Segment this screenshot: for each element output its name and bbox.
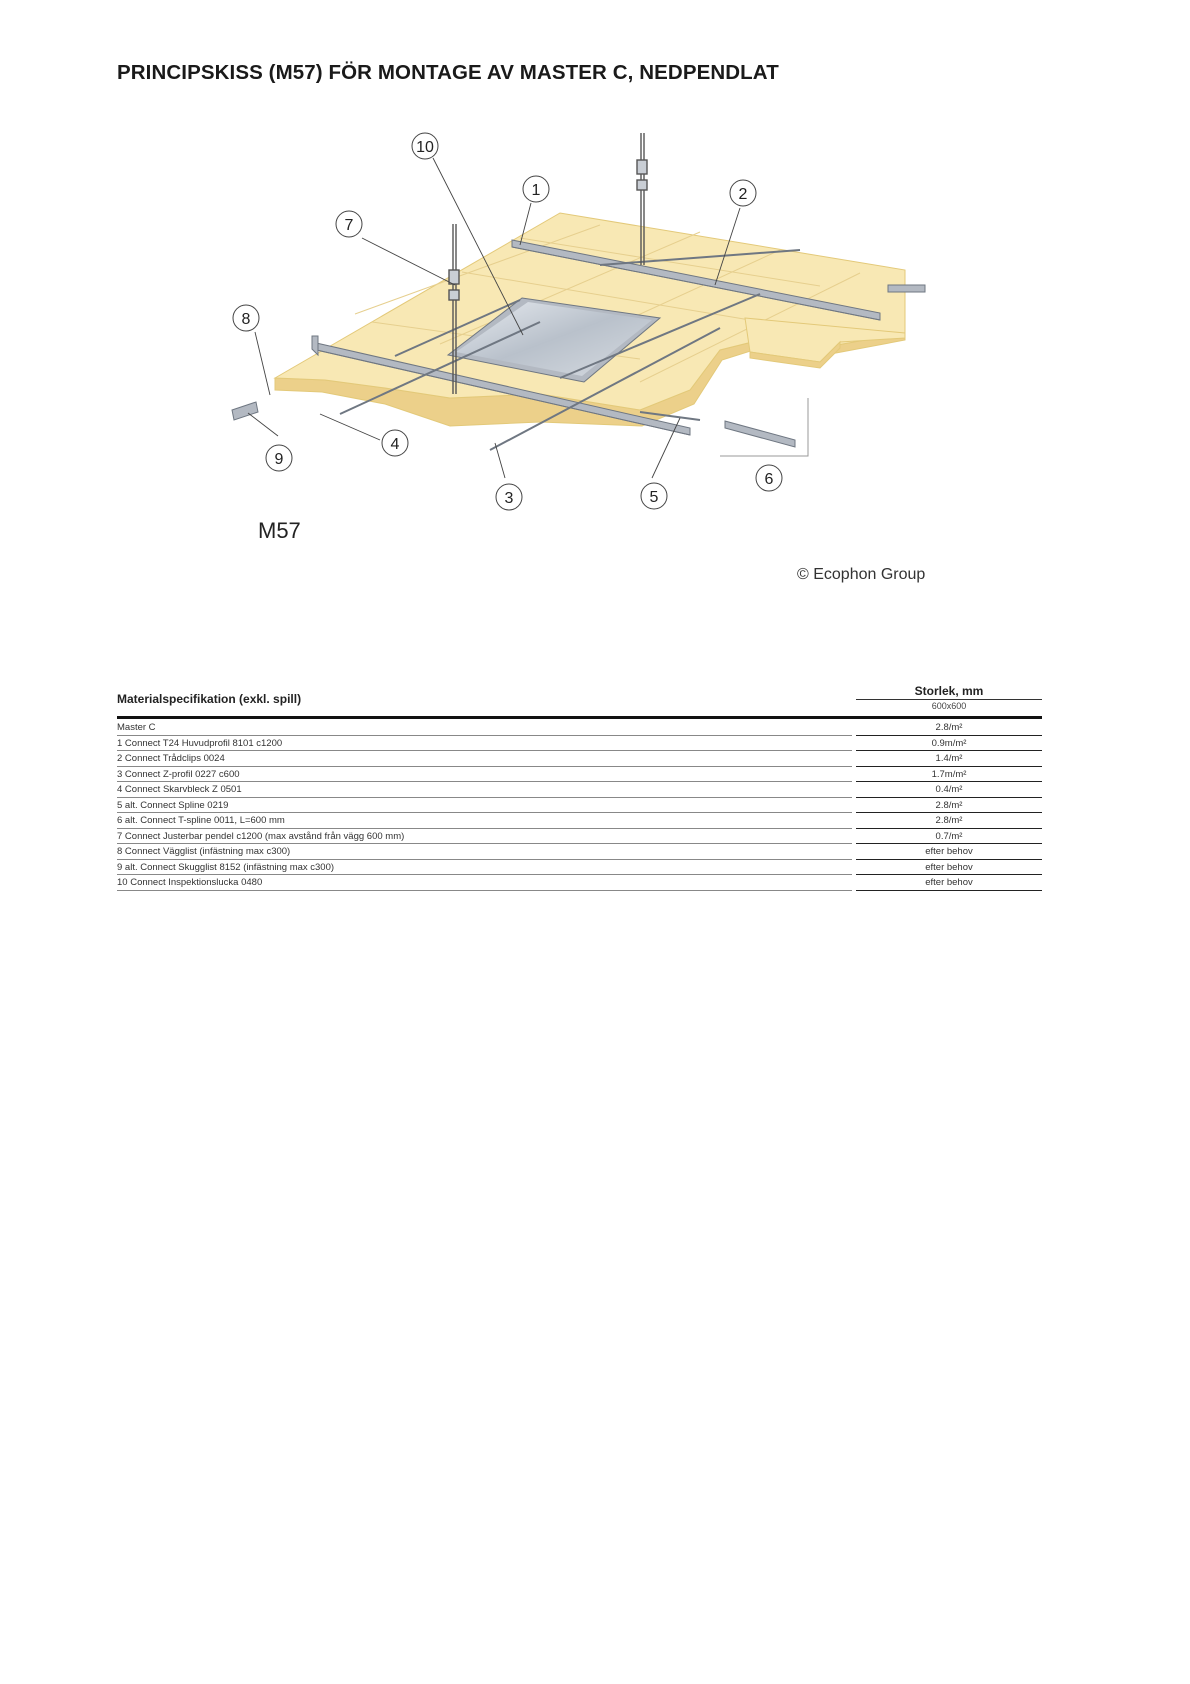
spec-value: 2.8/m² <box>935 799 963 811</box>
callout-4 <box>382 430 408 456</box>
callout-8 <box>233 305 259 331</box>
table-row <box>117 751 1042 767</box>
ceiling-assembly-diagram <box>0 0 1190 600</box>
svg-text:6: 6 <box>764 471 774 488</box>
document-title: PRINCIPSKISS (M57) FÖR MONTAGE AV MASTER C, NEDPENDLAT <box>117 61 779 84</box>
spec-table-header: Materialspecifikation (exkl. spill) <box>117 692 302 706</box>
spec-item: 9 alt. Connect Skugglist 8152 (infästning max c300) <box>117 861 335 873</box>
header-rule <box>117 716 1042 719</box>
table-row <box>117 813 1042 829</box>
table-row <box>117 844 1042 860</box>
callout-7 <box>336 211 362 237</box>
svg-text:9: 9 <box>274 451 284 468</box>
svg-text:7: 7 <box>344 217 354 234</box>
svg-text:5: 5 <box>649 489 659 506</box>
svg-text:3: 3 <box>504 490 514 507</box>
callout-1 <box>523 176 549 202</box>
callout-2 <box>730 180 756 206</box>
callout-9 <box>266 445 292 471</box>
callout-5 <box>641 483 667 509</box>
spec-value: 1.7m/m² <box>931 768 967 780</box>
spec-item: 8 Connect Vägglist (infästning max c300) <box>117 846 291 857</box>
table-row <box>117 875 1042 891</box>
table-row <box>117 767 1042 783</box>
callout-6 <box>756 465 782 491</box>
table-row <box>117 736 1042 752</box>
spec-item: 10 Connect Inspektionslucka 0480 <box>117 877 263 888</box>
table-row <box>117 860 1042 876</box>
spec-value: efter behov <box>925 861 973 873</box>
spec-value: 1.4/m² <box>935 753 963 764</box>
table-row <box>117 798 1042 814</box>
spec-value: 0.7/m² <box>935 830 963 842</box>
table-row <box>117 782 1042 798</box>
svg-text:8: 8 <box>241 311 251 328</box>
spec-value: 2.8/m² <box>935 815 963 826</box>
spec-value: 0.9m/m² <box>931 737 967 749</box>
size-column-subtitle: 600x600 <box>931 701 967 711</box>
copyright-notice: © Ecophon Group <box>797 566 926 583</box>
svg-text:1: 1 <box>531 182 541 199</box>
spec-value: 2.8/m² <box>935 722 963 733</box>
spec-value: 0.4/m² <box>935 784 963 795</box>
callout-10 <box>412 133 438 159</box>
spec-item: 2 Connect Trådclips 0024 <box>117 753 225 764</box>
spec-item: 5 alt. Connect Spline 0219 <box>117 799 229 811</box>
spec-item: 7 Connect Justerbar pendel c1200 (max avstånd från vägg 600 mm) <box>117 830 405 842</box>
spec-item: Master C <box>117 722 156 733</box>
svg-text:10: 10 <box>416 139 434 156</box>
table-row <box>117 720 1042 736</box>
spec-value: efter behov <box>925 877 973 888</box>
size-column-header <box>856 684 1042 713</box>
spec-item: 1 Connect T24 Huvudprofil 8101 c1200 <box>117 737 283 749</box>
svg-text:2: 2 <box>738 186 748 203</box>
spec-item: 3 Connect Z-profil 0227 c600 <box>117 768 240 780</box>
table-row <box>117 829 1042 845</box>
spec-item: 4 Connect Skarvbleck Z 0501 <box>117 784 242 795</box>
callout-3 <box>496 484 522 510</box>
spec-value: efter behov <box>925 846 973 857</box>
spec-table <box>117 720 1042 891</box>
svg-text:4: 4 <box>390 436 400 453</box>
size-column-title: Storlek, mm <box>856 684 1042 700</box>
figure-label: M57 <box>258 518 301 543</box>
spec-item: 6 alt. Connect T-spline 0011, L=600 mm <box>117 815 285 826</box>
